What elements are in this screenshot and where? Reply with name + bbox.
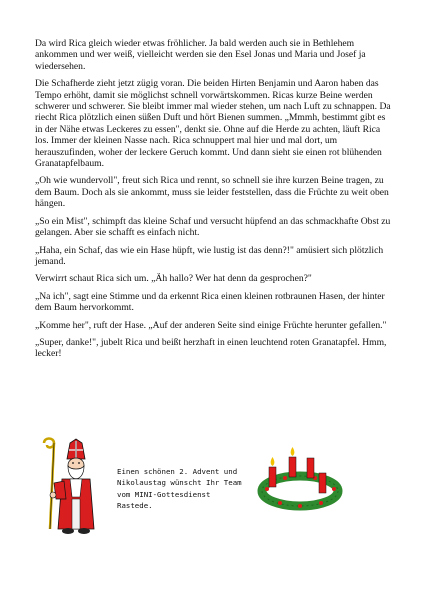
advent-wreath-image	[255, 445, 345, 515]
candle-1	[269, 457, 276, 487]
greeting-line-1: Einen schönen 2. Advent und	[117, 467, 238, 476]
story-paragraph-3: „Oh wie wundervoll", freut sich Rica und rennt, so schnell sie ihre kurzen Beine tragen, zu dem Baum. Doch als sie ankommt, muss sie leider feststellen, dass die Früchte zu weit oben hängen.	[35, 175, 389, 210]
candle-4	[319, 473, 326, 493]
story-paragraph-9: „Super, danke!", jubelt Rica und beißt herzhaft in einen leuchtend roten Granatapfel. Hmm, lecker!	[35, 336, 387, 360]
candle-2	[289, 447, 296, 477]
story-paragraph-5: „Haha, ein Schaf, das wie ein Hase hüpft, wie lustig ist das denn?!" amüsiert sich plötzlich jemand.	[35, 244, 384, 267]
saint-nicholas-image	[34, 437, 96, 537]
story-paragraph-6: Verwirrt schaut Rica sich um. „Äh hallo? Wer hat denn da gesprochen?"	[35, 273, 312, 285]
greeting-line-2: Nikolaustag wünscht Ihr Team	[117, 478, 242, 488]
greeting-text	[117, 466, 247, 512]
greeting-line-3: vom MINI-Gottesdienst	[117, 489, 211, 499]
story-text	[35, 38, 393, 366]
story-paragraph-2: Die Schafherde zieht jetzt zügig voran. Die beiden Hirten Benjamin und Aaron haben das Tempo erhöht, damit sie möglichst schnell vorwärtskommen. Ricas kurze Beine werden schwerer und schwerer. Sie bleibt immer mal wieder stehen, um nach Luft zu schnappen. Da riecht Rica plötzlich einen süßen Duft und hört Bienen summen. „Mmmh, bestimmt gibt es in der Nähe etwas Leckeres zu essen", denkt sie. Ohne auf die Herde zu achten, läuft Rica los. Immer der kleinen Nasse nach. Rica schnuppert mal hier und mal dort, um herauszufinden, woher der leckere Geruch kommt. Und dann sieht sie einen rot blühenden Granatapfelbaum.	[35, 78, 391, 170]
candle-3	[307, 458, 314, 478]
story-paragraph-1: Da wird Rica gleich wieder etwas fröhlicher. Ja bald werden auch sie in Bethlehem ankommen und wer weiß, vielleicht werden sie den Esel Jonas und Maria und Josef ja wiedersehen.	[35, 38, 366, 72]
greeting-line-4: Rastede.	[117, 501, 153, 511]
story-paragraph-4: „So ein Mist", schimpft das kleine Schaf und versucht hüpfend an das schmackhafte Obst zu gelangen. Aber sie schafft es einfach nicht.	[35, 215, 391, 239]
story-paragraph-8: „Komme her", ruft der Hase. „Auf der anderen Seite sind einige Früchte herunter gefallen."	[35, 319, 387, 331]
story-paragraph-7: „Na ich", sagt eine Stimme und da erkennt Rica einen kleinen rotbraunen Hasen, der hinter dem Baum hervorkommt.	[35, 290, 385, 314]
mitre	[67, 439, 85, 459]
crozier-staff	[44, 439, 54, 530]
